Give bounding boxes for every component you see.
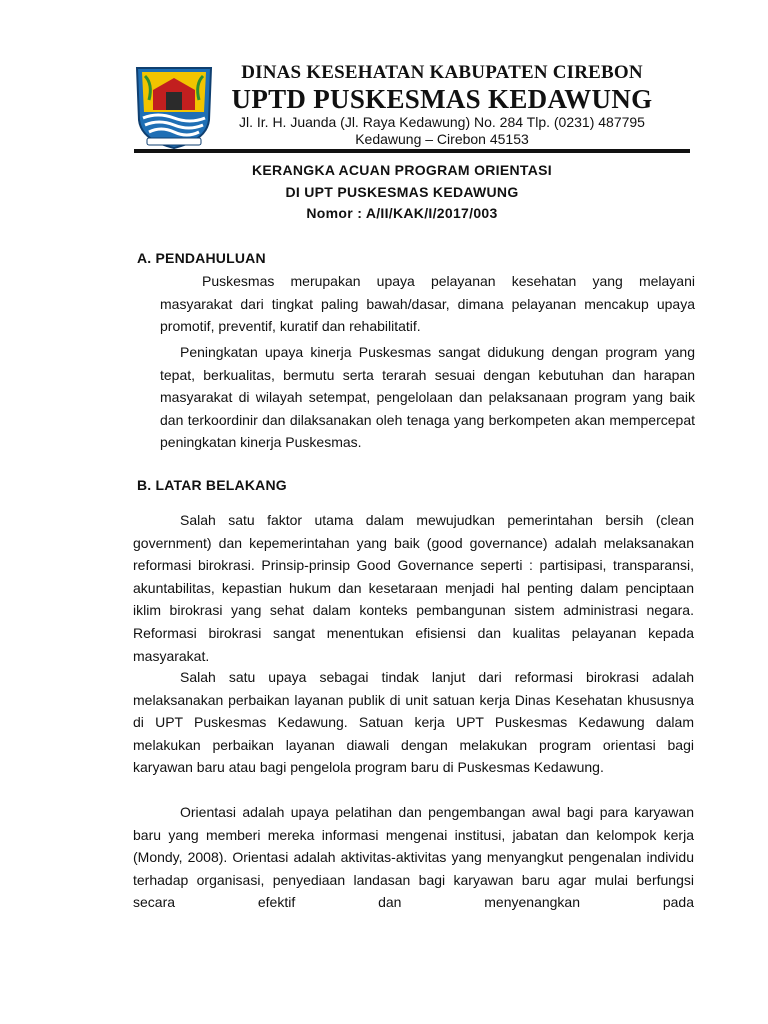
- title-line-1: KERANGKA ACUAN PROGRAM ORIENTASI: [252, 162, 552, 178]
- cirebon-regency-emblem-logo: [133, 62, 215, 150]
- address-line-1: Jl. Ir. H. Juanda (Jl. Raya Kedawung) No. 284 Tlp. (0231) 487795: [239, 114, 645, 130]
- document-title: [134, 160, 670, 225]
- document-number: Nomor : A/II/KAK/I/2017/003: [306, 205, 498, 221]
- address-line-2: Kedawung – Cirebon 45153: [355, 131, 529, 147]
- agency-name: DINAS KESEHATAN KABUPATEN CIREBON: [241, 62, 643, 83]
- letterhead-divider: [134, 149, 690, 153]
- section-a-paragraph-1: Puskesmas merupakan upaya pelayanan kesehatan yang melayani masyarakat dari tingkat paling bawah/dasar, dimana pelayanan mencakup upaya promotif, preventif, kuratif dan rehabilitatif.: [160, 273, 695, 335]
- unit-name: UPTD PUSKESMAS KEDAWUNG: [231, 84, 653, 114]
- section-b-paragraph-3: Orientasi adalah upaya pelatihan dan pengembangan awal bagi para karyawan baru yang memberi mereka informasi mengenai institusi, jabatan dan kelompok kerja (Mondy, 2008). Orientasi adalah aktivitas-aktivitas yang menyangkut pengenalan individu terhadap organisasi, penyediaan landasan bagi karyawan baru agar mulai berfungsi secara efektif dan menyenangkan pada: [133, 804, 694, 911]
- section-b-paragraph-2: Salah satu upaya sebagai tindak lanjut dari reformasi birokrasi adalah melaksanakan perbaikan layanan publik di unit satuan kerja Dinas Kesehatan khususnya di UPT Puskesmas Kedawung. Satuan kerja UPT Puskesmas Kedawung dalam melakukan perbaikan layanan diawali dengan melakukan program orientasi bagi karyawan baru atau bagi pengelola program baru di Puskesmas Kedawung.: [133, 669, 694, 776]
- letterhead: [212, 62, 672, 148]
- section-b-heading: B. LATAR BELAKANG: [137, 477, 287, 493]
- section-b-paragraph-1: Salah satu faktor utama dalam mewujudkan pemerintahan bersih (clean government) dan kepemerintahan yang baik (good governance) adalah melaksanakan reformasi birokrasi. Prinsip-prinsip Good Governance seperti : partisipasi, transparansi, akuntabilitas, kepastian hukum dan kesetaraan menjadi hal penting dalam penciptaan iklim birokrasi yang sehat dalam konteks pembangunan sistem administrasi negara. Reformasi birokrasi sangat menentukan efisiensi dan kualitas pelayanan kepada masyarakat.: [133, 512, 694, 664]
- title-line-2: DI UPT PUSKESMAS KEDAWUNG: [285, 183, 519, 200]
- section-a-heading: A. PENDAHULUAN: [137, 250, 266, 266]
- section-a-paragraph-2: Peningkatan upaya kinerja Puskesmas sangat didukung dengan program yang tepat, berkualitas, bermutu serta terarah sesuai dengan kebutuhan dan harapan masyarakat di wilayah setempat, pengelolaan dan pelaksanaan program yang baik dan terkoordinir dan dilaksanakan oleh tenaga yang berkompeten akan mempercepat peningkatan kinerja Puskesmas.: [160, 344, 695, 451]
